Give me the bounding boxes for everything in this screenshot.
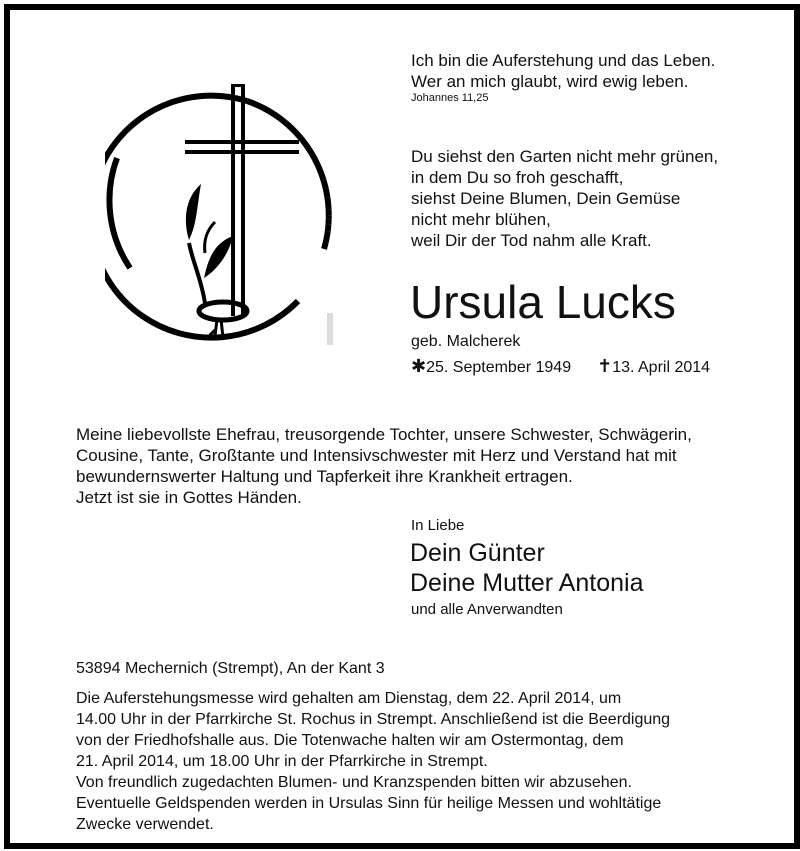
info-line: Zwecke verwendet. bbox=[76, 816, 214, 833]
obituary-notice bbox=[4, 4, 800, 849]
tribute-line: Meine liebevollste Ehefrau, treusorgende Tochter, unsere Schwester, Schwägerin, bbox=[76, 425, 692, 444]
poem-line: in dem Du so froh geschafft, bbox=[411, 168, 624, 187]
birth-star-icon: ✱ bbox=[411, 356, 427, 376]
deceased-name: Ursula Lucks bbox=[410, 276, 676, 328]
verse-line: Ich bin die Auferstehung und das Leben. bbox=[411, 51, 716, 70]
mourner-name: Dein Günter bbox=[410, 539, 545, 567]
family-address: 53894 Mechernich (Strempt), An der Kant 3 bbox=[76, 660, 385, 677]
birth-name: geb. Malcherek bbox=[411, 333, 521, 350]
cross-with-sprout-icon bbox=[105, 68, 345, 368]
bible-verse bbox=[411, 50, 715, 92]
poem bbox=[411, 146, 718, 251]
tribute-text bbox=[76, 424, 692, 508]
birth-date: 25. September 1949 bbox=[426, 359, 572, 376]
tribute-line: Cousine, Tante, Großtante und Intensivschwester mit Herz und Verstand hat mit bbox=[76, 446, 677, 465]
tribute-line: Jetzt ist sie in Gottes Händen. bbox=[76, 488, 302, 507]
mourner-name: Deine Mutter Antonia bbox=[410, 569, 644, 597]
verse-reference: Johannes 11,25 bbox=[411, 92, 489, 104]
funeral-info bbox=[76, 688, 670, 835]
verse-line: Wer an mich glaubt, wird ewig leben. bbox=[411, 72, 689, 91]
signature-intro: In Liebe bbox=[411, 517, 465, 534]
info-line: Von freundlich zugedachten Blumen- und Kranzspenden bitten wir abzusehen. bbox=[76, 774, 632, 791]
info-line: von der Friedhofshalle aus. Die Totenwache halten wir am Ostermontag, dem bbox=[76, 732, 624, 749]
life-dates bbox=[411, 356, 710, 377]
info-line: 14.00 Uhr in der Pfarrkirche St. Rochus in Strempt. Anschließend ist die Beerdigung bbox=[76, 711, 671, 728]
info-line: 21. April 2014, um 18.00 Uhr in der Pfarrkirche in Strempt. bbox=[76, 753, 488, 770]
info-line: Die Auferstehungsmesse wird gehalten am Dienstag, dem 22. April 2014, um bbox=[76, 690, 622, 707]
poem-line: weil Dir der Tod nahm alle Kraft. bbox=[411, 231, 652, 250]
poem-line: Du siehst den Garten nicht mehr grünen, bbox=[411, 147, 719, 166]
death-date: 13. April 2014 bbox=[612, 359, 711, 376]
death-cross-icon: ✝ bbox=[597, 356, 613, 376]
info-line: Eventuelle Geldspenden werden in Ursulas Sinn für heilige Messen und wohltätige bbox=[76, 795, 662, 812]
poem-line: siehst Deine Blumen, Dein Gemüse bbox=[411, 189, 681, 208]
poem-line: nicht mehr blühen, bbox=[411, 210, 551, 229]
tribute-line: bewundernswerter Haltung und Tapferkeit ihre Krankheit ertragen. bbox=[76, 467, 573, 486]
relatives-line: und alle Anverwandten bbox=[411, 601, 563, 618]
